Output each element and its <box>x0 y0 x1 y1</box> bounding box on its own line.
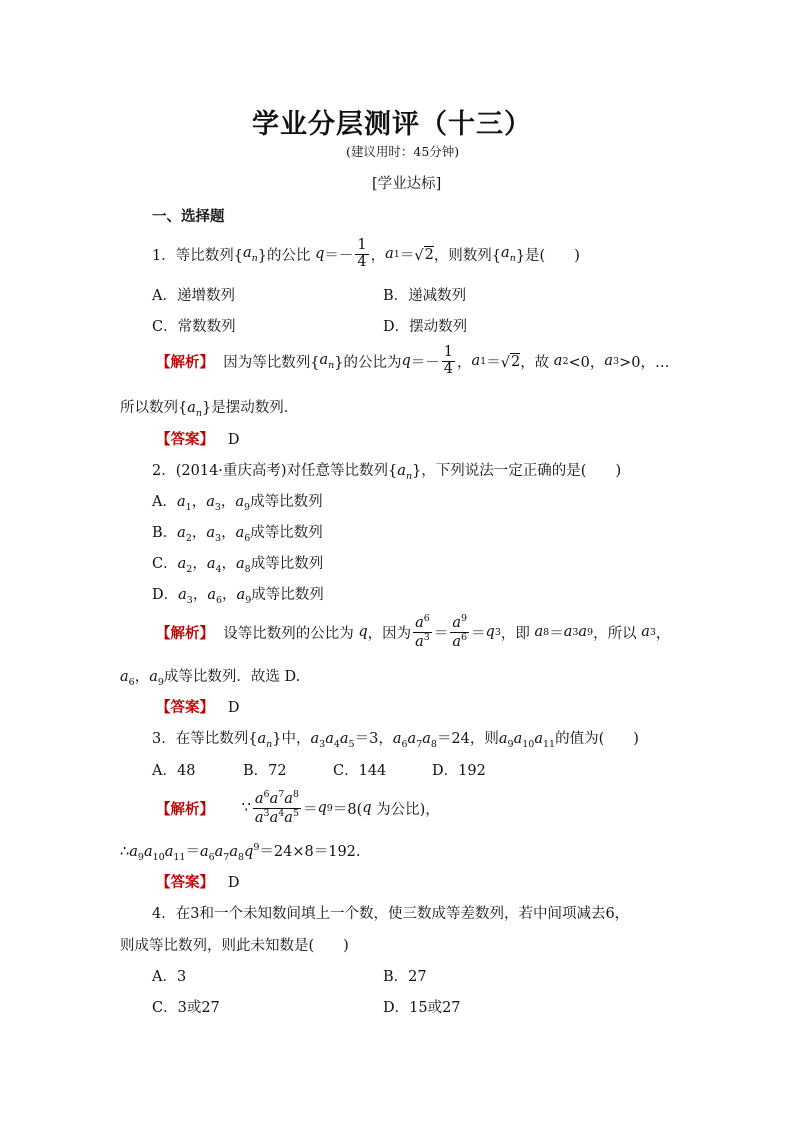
explanation-tag: 【解析】 <box>156 625 214 642</box>
option-a: A．3 <box>152 969 187 985</box>
explanation-3: 【解析】 ∵ $\frac{a^6a^7a^8}{a^3a^4a^5}$ ＝ q 9 ＝8( q 为公比)， <box>156 789 440 826</box>
answer-tag: 【答案】 <box>156 875 214 891</box>
explanation-2: 【解析】 设等比数列的公比为 q ，因为 $\frac{a^6}{a^3}$ ＝ $\frac{a^9}{a^6}$ ＝ q 3 ，即 a 8 ＝ a 3 a 9 ，所以 a 3 ， <box>156 613 671 650</box>
question-1: 1． 等比数列{ $a_n$ }的公比 q ＝－ $\frac{1}{4}$ ， a 1 ＝√ 2 ，则数列{ $a_n$ }是( ) <box>152 237 580 270</box>
explanation-3-cont: $\therefore a_9a_{10}a_{11}=a_6a_7a_8q^9=24\times 8=192$. <box>120 842 361 863</box>
option-b: B．$a_2$，$a_3$，$a_6$成等比数列 <box>152 525 323 544</box>
option-a: A．48 <box>152 763 196 779</box>
part-heading: 一、选择题 <box>152 209 225 225</box>
explanation-tag: 【解析】 <box>156 801 214 818</box>
explanation-tag: 【解析】 <box>156 354 214 371</box>
page-title: 学业分层测评（十三） <box>252 109 532 140</box>
option-d: D．摆动数列 <box>383 319 468 335</box>
option-a: A．递增数列 <box>152 288 235 304</box>
option-b: B．递减数列 <box>383 288 467 304</box>
option-c: C．常数数列 <box>152 319 236 335</box>
option-b: B．27 <box>383 969 427 985</box>
answer-2: 【答案】 D <box>156 700 240 716</box>
question-4: 4．在3和一个未知数间填上一个数，使三数成等差数列，若中间项减去6， <box>152 906 630 922</box>
answer-tag: 【答案】 <box>156 700 214 716</box>
explanation-1: 【解析】 因为等比数列{ $a_n$ }的公比为 q ＝－ $\frac{1}{4}$ ， a 1 ＝√ 2 ，故 a 2 <0， a 3 >0，… <box>156 344 670 377</box>
option-a: A．$a_1$，$a_3$，$a_9$成等比数列 <box>152 494 323 513</box>
option-c: C．144 <box>333 763 387 779</box>
question-2: 2．(2014·重庆高考)对任意等比数列$\{a_n\}$，下列说法一定正确的是( ) <box>152 463 622 482</box>
explanation-2-cont: $a_6$，$a_9$成等比数列．故选 D. <box>120 669 301 688</box>
option-b: B．72 <box>243 763 287 779</box>
answer-tag: 【答案】 <box>156 432 214 448</box>
explanation-1-cont: 所以数列$\{a_n\}$是摆动数列． <box>120 400 299 419</box>
option-d: D．15或27 <box>383 1000 461 1016</box>
source-tag: (2014·重庆高考) <box>175 463 287 479</box>
question-4-cont: 则成等比数列，则此未知数是( ) <box>120 938 349 954</box>
question-3: 3．在等比数列$\{a_n\}$中，$a_3a_4a_5=3$，$a_6a_7a_8=24$，则$a_9a_{10}a_{11}$的值为( ) <box>152 731 639 750</box>
answer-1: 【答案】 D <box>156 432 240 448</box>
option-c: C．3或27 <box>152 1000 220 1016</box>
suggested-time: (建议用时：45分钟) <box>346 144 460 159</box>
option-d: D．$a_3$，$a_6$，$a_9$成等比数列 <box>152 587 324 606</box>
section-label: [学业达标] <box>372 176 442 192</box>
option-c: C．$a_2$，$a_4$，$a_8$成等比数列 <box>152 556 324 575</box>
question-number: 1． <box>152 247 176 264</box>
answer-3: 【答案】 D <box>156 875 240 891</box>
option-d: D．192 <box>432 763 486 779</box>
